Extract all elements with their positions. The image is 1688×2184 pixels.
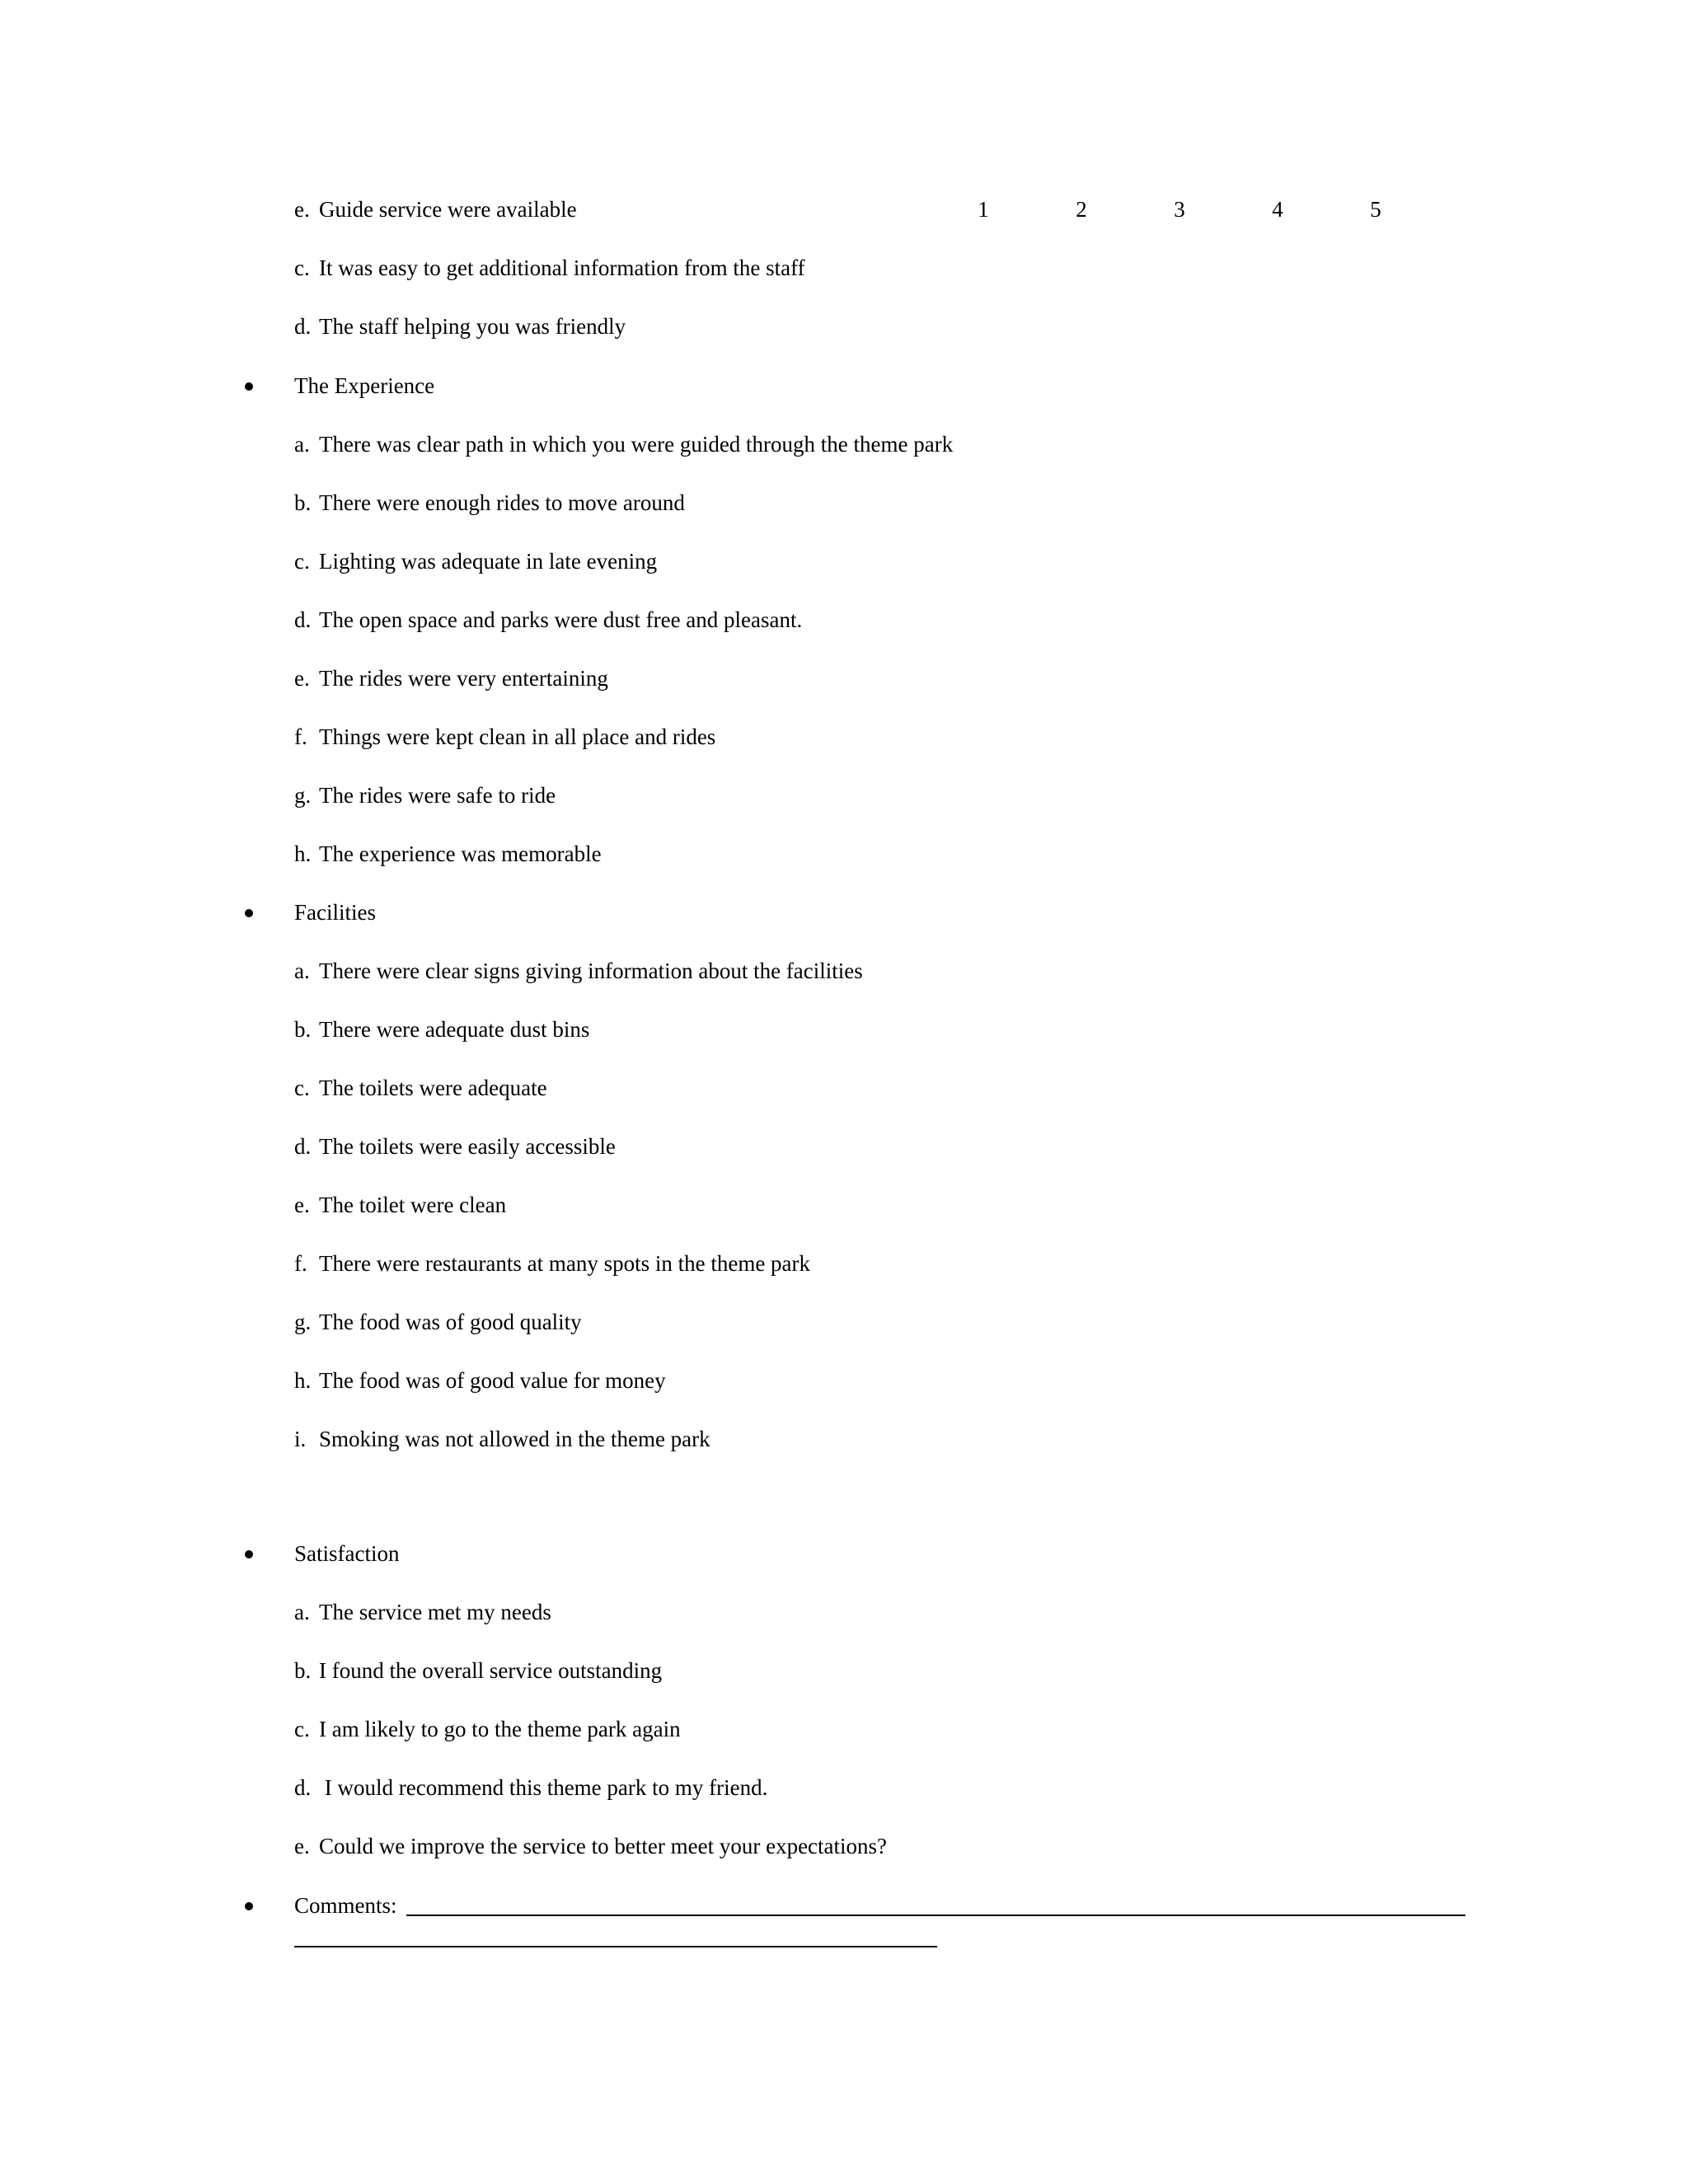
scale-label-1: 1 (978, 197, 989, 222)
item-text: Smoking was not allowed in the theme park (319, 1427, 710, 1451)
item-letter: a. (294, 1600, 310, 1624)
scale-label-4: 4 (1272, 197, 1283, 222)
facilities-item (294, 1249, 810, 1277)
experience-item (294, 664, 608, 692)
item-letter: g. (294, 783, 312, 808)
facilities-item (294, 1308, 582, 1336)
item-text: Could we improve the service to better meet your expectations? (319, 1834, 888, 1858)
item-letter: h. (294, 841, 312, 866)
item-text: The staff helping you was friendly (319, 314, 626, 339)
item-text: The service met my needs (319, 1600, 551, 1624)
experience-item (294, 840, 602, 868)
item-text: I found the overall service outstanding (319, 1658, 663, 1683)
item-letter: a. (294, 432, 310, 457)
item-text: The toilets were adequate (319, 1076, 547, 1100)
item-text: The food was of good quality (319, 1310, 582, 1334)
item-letter: h. (294, 1368, 312, 1393)
satisfaction-item (294, 1715, 681, 1743)
satisfaction-item (294, 1598, 551, 1626)
item-letter: e. (294, 197, 310, 222)
experience-item (294, 606, 802, 634)
facilities-item (294, 1015, 589, 1043)
facilities-item (294, 1366, 666, 1394)
bullet-icon (243, 898, 256, 912)
comments-line-1[interactable] (406, 1915, 1465, 1916)
satisfaction-item (294, 1657, 662, 1685)
facilities-item (294, 1132, 616, 1160)
section-title-experience: The Experience (294, 373, 435, 398)
item-letter: c. (294, 1076, 310, 1100)
item-letter: d. (294, 607, 312, 632)
item-letter: f. (294, 724, 307, 749)
item-letter: b. (294, 1017, 312, 1042)
item-letter: i. (294, 1427, 307, 1451)
item-letter: c. (294, 255, 310, 280)
satisfaction-item (294, 1832, 887, 1860)
item-text: There was clear path in which you were guided through the theme park (319, 432, 954, 457)
bullet-icon (243, 1891, 256, 1905)
item-text: There were restaurants at many spots in the theme park (319, 1251, 811, 1276)
scale-label-5: 5 (1370, 197, 1381, 222)
experience-item (294, 781, 556, 809)
bullet-icon (243, 1540, 256, 1553)
item-text: It was easy to get additional information from the staff (319, 255, 805, 280)
item-text: The toilets were easily accessible (319, 1134, 616, 1159)
item-text: The food was of good value for money (319, 1368, 666, 1393)
experience-item (294, 723, 715, 751)
section-title-satisfaction: Satisfaction (294, 1541, 400, 1566)
item-letter: c. (294, 1717, 310, 1741)
staff-item (294, 195, 577, 223)
scale-label-3: 3 (1174, 197, 1185, 222)
facilities-item (294, 1074, 547, 1102)
item-text: The experience was memorable (319, 841, 602, 866)
facilities-item (294, 1191, 506, 1219)
item-letter: f. (294, 1251, 307, 1276)
item-letter: d. (294, 314, 312, 339)
experience-item (294, 547, 657, 575)
item-text: The open space and parks were dust free and pleasant. (319, 607, 803, 632)
satisfaction-item (294, 1774, 767, 1802)
item-text: There were adequate dust bins (319, 1017, 590, 1042)
comments-label: Comments: (294, 1893, 397, 1918)
facilities-item (294, 1425, 710, 1453)
item-letter: g. (294, 1310, 312, 1334)
item-letter: a. (294, 958, 310, 983)
item-text: The toilet were clean (319, 1193, 507, 1217)
item-text: Things were kept clean in all place and rides (319, 724, 716, 749)
item-letter: e. (294, 1193, 310, 1217)
experience-item (294, 489, 685, 517)
item-letter: d. (294, 1134, 312, 1159)
item-text: I am likely to go to the theme park again (319, 1717, 681, 1741)
scale-label-2: 2 (1076, 197, 1087, 222)
experience-item (294, 430, 953, 458)
item-letter: c. (294, 549, 310, 574)
item-text: Guide service were available (319, 197, 577, 222)
facilities-item (294, 957, 863, 985)
item-text: The rides were very entertaining (319, 666, 608, 691)
bullet-icon (243, 372, 256, 385)
item-text: Lighting was adequate in late evening (319, 549, 658, 574)
item-letter: e. (294, 1834, 310, 1858)
item-letter: b. (294, 1658, 312, 1683)
item-text: There were enough rides to move around (319, 490, 685, 515)
staff-item (294, 312, 626, 340)
item-text: The rides were safe to ride (319, 783, 556, 808)
staff-item (294, 254, 805, 282)
item-letter: d. (294, 1775, 312, 1800)
item-text: There were clear signs giving information about the facilities (319, 958, 863, 983)
item-text: I would recommend this theme park to my friend. (319, 1775, 768, 1800)
section-title-facilities: Facilities (294, 900, 376, 925)
item-letter: b. (294, 490, 312, 515)
item-letter: e. (294, 666, 310, 691)
comments-line-2[interactable] (294, 1946, 937, 1947)
